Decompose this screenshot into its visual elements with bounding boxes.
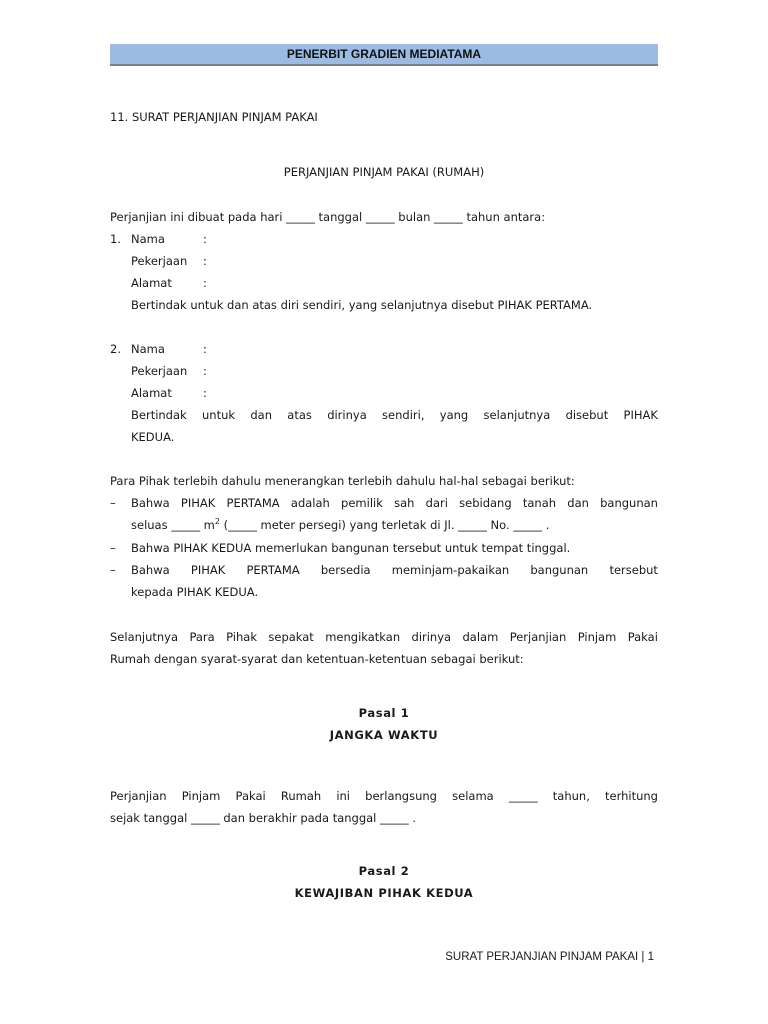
word: tanah	[522, 496, 557, 510]
recital-item1-line1	[131, 496, 658, 510]
word: Perjanjian	[509, 630, 567, 644]
word: Bertindak	[131, 408, 187, 422]
party1-pekerjaan-label: Pekerjaan	[131, 254, 188, 268]
publisher-name: PENERBIT GRADIEN MEDIATAMA	[286, 47, 482, 61]
party1-nama-label: Nama	[131, 232, 165, 246]
party2-number: 2.	[110, 342, 121, 356]
recital-item2: Bahwa PIHAK KEDUA memerlukan bangunan tersebut untuk tempat tinggal.	[131, 541, 571, 555]
pasal1-title: JANGKA WAKTU	[329, 728, 439, 742]
word: Pakai	[627, 630, 658, 644]
page-header-bar	[110, 44, 658, 66]
party2-nama-colon: :	[203, 342, 207, 356]
party1-description: Bertindak untuk dan atas diri sendiri, yang selanjutnya disebut PIHAK PERTAMA.	[131, 298, 593, 312]
word: Pinjam	[577, 630, 617, 644]
word: sendiri,	[382, 408, 425, 422]
word: dari	[425, 496, 448, 510]
pasal1-line2: sejak tanggal _____ dan berakhir pada tanggal _____ .	[110, 811, 417, 825]
word: untuk	[202, 408, 236, 422]
bullet-dash: –	[110, 541, 116, 555]
word: meminjam-pakaikan	[391, 563, 510, 577]
area-text: seluas _____ m	[131, 518, 215, 532]
word: berlangsung	[365, 789, 437, 803]
word: Para	[189, 630, 215, 644]
party2-description-line1	[131, 408, 658, 422]
bullet-dash: –	[110, 563, 116, 577]
word: bangunan	[600, 496, 658, 510]
pasal2-title: KEWAJIBAN PIHAK KEDUA	[294, 886, 474, 900]
word: adalah	[290, 496, 330, 510]
word: selama	[452, 789, 494, 803]
word: pemilik	[341, 496, 383, 510]
word: Rumah	[280, 789, 322, 803]
word: ini	[336, 789, 351, 803]
agreement-line1	[110, 630, 658, 644]
word: bangunan	[530, 563, 589, 577]
party2-alamat-colon: :	[203, 386, 207, 400]
word: PIHAK	[623, 408, 658, 422]
word: PERTAMA	[226, 496, 280, 510]
word: Pakai	[235, 789, 266, 803]
word: yang	[439, 408, 469, 422]
word: dalam	[462, 630, 499, 644]
party2-description-line2: KEDUA.	[131, 430, 175, 444]
pasal2-number: Pasal 2	[358, 864, 410, 878]
document-title: PERJANJIAN PINJAM PAKAI (RUMAH)	[283, 165, 485, 179]
word: Selanjutnya	[110, 630, 179, 644]
party1-alamat-label: Alamat	[131, 276, 172, 290]
word: dirinya	[411, 630, 452, 644]
word: Bahwa	[131, 563, 170, 577]
agreement-line2: Rumah dengan syarat-syarat dan ketentuan-ketentuan sebagai berikut:	[110, 652, 524, 666]
word: selanjutnya	[483, 408, 551, 422]
word: atas	[287, 408, 312, 422]
section-title: 11. SURAT PERJANJIAN PINJAM PAKAI	[110, 110, 318, 124]
word: dirinya	[327, 408, 367, 422]
word: tahun,	[552, 789, 590, 803]
word: mengikatkan	[325, 630, 401, 644]
pasal1-line1	[110, 789, 658, 803]
word: sepakat	[268, 630, 314, 644]
word: sebidang	[459, 496, 512, 510]
intro-text: Perjanjian ini dibuat pada hari _____ tanggal _____ bulan _____ tahun antara:	[110, 210, 546, 224]
recital-item3-line2: kepada PIHAK KEDUA.	[131, 585, 259, 599]
word: Pihak	[226, 630, 257, 644]
word: terhitung	[605, 789, 658, 803]
page-footer: SURAT PERJANJIAN PINJAM PAKAI | 1	[445, 951, 654, 963]
recitals-lead: Para Pihak terlebih dahulu menerangkan terlebih dahulu hal-hal sebagai berikut:	[110, 474, 575, 488]
pasal1-number: Pasal 1	[358, 706, 410, 720]
party1-number: 1.	[110, 232, 121, 246]
party1-nama-colon: :	[203, 232, 207, 246]
recital-item1-line2	[131, 518, 549, 532]
party1-pekerjaan-colon: :	[203, 254, 207, 268]
bullet-dash: –	[110, 496, 116, 510]
word: PERTAMA	[246, 563, 300, 577]
party2-nama-label: Nama	[131, 342, 165, 356]
word: dan	[250, 408, 272, 422]
word: disebut	[565, 408, 609, 422]
word: tersebut	[609, 563, 658, 577]
party1-alamat-colon: :	[203, 276, 207, 290]
word: PIHAK	[180, 496, 216, 510]
squared-superscript: 2	[214, 517, 220, 527]
word: _____	[508, 789, 538, 803]
party2-alamat-label: Alamat	[131, 386, 172, 400]
word: sah	[394, 496, 415, 510]
party2-pekerjaan-colon: :	[203, 364, 207, 378]
word: Perjanjian	[110, 789, 167, 803]
address-text: (_____ meter persegi) yang terletak di Jl. _____ No. _____ .	[219, 518, 550, 532]
word: dan	[567, 496, 589, 510]
word: Pinjam	[181, 789, 221, 803]
word: bersedia	[320, 563, 371, 577]
recital-item3-line1	[131, 563, 658, 577]
word: PIHAK	[190, 563, 226, 577]
party2-pekerjaan-label: Pekerjaan	[131, 364, 188, 378]
word: Bahwa	[131, 496, 170, 510]
